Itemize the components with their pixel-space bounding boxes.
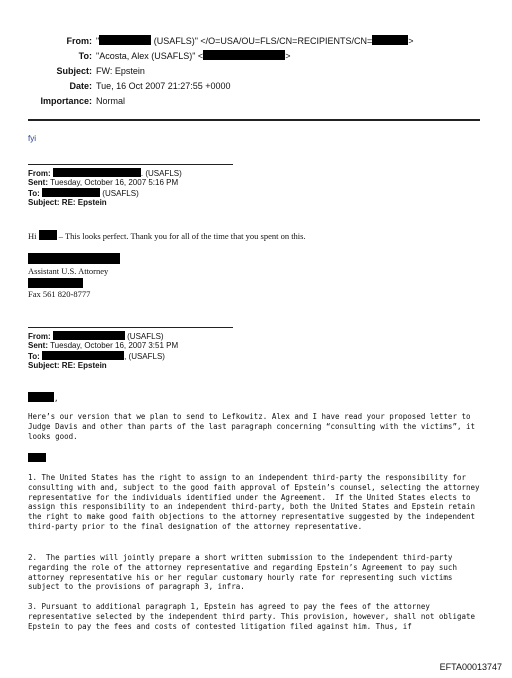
header-from-address: (USAFLS)" </O=USA/OU=FLS/CN=RECIPIENTS/CN= xyxy=(151,36,373,46)
header-divider xyxy=(28,119,480,121)
header-subject-row xyxy=(0,64,512,78)
msg1-signature-title: Assistant U.S. Attorney xyxy=(28,266,109,276)
header-subject: FW: Epstein xyxy=(96,66,145,76)
msg2-to-suffix: , (USAFLS) xyxy=(124,352,165,361)
msg2-to-label: To: xyxy=(28,352,40,361)
redaction-block xyxy=(53,168,141,177)
header-importance-row xyxy=(0,94,512,108)
redaction-block xyxy=(42,351,124,360)
header-importance: Normal xyxy=(96,96,126,106)
msg1-sent: Tuesday, October 16, 2007 5:16 PM xyxy=(50,178,179,187)
msg1-from-label: From: xyxy=(28,169,51,178)
msg2-subject-row xyxy=(28,361,488,371)
signature-phone-redaction xyxy=(28,278,83,288)
msg2-subject-label: Subject: xyxy=(28,361,60,370)
msg2-paragraph-1: 1. The United States has the right to assign to an independent third-party the responsibility for consulting with and, subject to the good faith approval of Epstein’s counsel, selecting the attorney representative for the individuals identified under the Agreement. If the United States elects to assign this responsibility to an independent third-party, both the United States and Epstein retain the right to make good faith objections to the attorney representative suggested by the independent third-party prior to the final designation of the attorney representative. xyxy=(28,473,485,531)
msg2-paragraph-2: 2. The parties will jointly prepare a short written submission to the independent third-party regarding the role of the attorney representative and regarding Epstein’s Agreement to pay such attorney representative his or her regular customary hourly rate for representing such victims subject to the provisions of paragraph 3, infra. xyxy=(28,553,462,592)
msg2-paragraph-3: 3. Pursuant to additional paragraph 1, Epstein has agreed to pay the fees of the attorney representative selected by the independent third party. This provision, however, shall not obligate Epstein to pay the fees and costs of contested litigation filed against him. Thus, if xyxy=(28,602,480,631)
bates-number: EFTA00013747 xyxy=(439,662,502,672)
msg1-to-suffix: (USAFLS) xyxy=(100,189,139,198)
header-from-prefix: " xyxy=(96,36,100,46)
header-date-row xyxy=(0,79,512,93)
msg1-greeting: Hi xyxy=(28,231,37,241)
msg1-subject-label: Subject: xyxy=(28,198,60,207)
redaction-block xyxy=(203,50,285,60)
redaction-block xyxy=(39,230,57,240)
msg1-subject: RE: Epstein xyxy=(61,198,107,207)
msg2-salutation xyxy=(28,392,488,404)
msg1-body-text: – This looks perfect. Thank you for all of the time that you spent on this. xyxy=(56,231,306,241)
msg1-divider xyxy=(28,164,233,165)
signoff-redaction xyxy=(28,453,46,462)
header-importance-label: Importance: xyxy=(40,96,92,106)
msg2-sent-label: Sent: xyxy=(28,341,48,350)
msg1-fax: Fax 561 820-8777 xyxy=(28,289,91,299)
redaction-block xyxy=(372,35,408,45)
msg1-from-suffix: . (USAFLS) xyxy=(140,169,182,178)
redaction-block xyxy=(42,188,100,197)
header-subject-label: Subject: xyxy=(56,66,92,76)
signature-name-redaction xyxy=(28,253,120,264)
header-to-row xyxy=(0,49,512,63)
msg2-divider xyxy=(28,327,233,328)
redaction-block xyxy=(28,392,54,402)
msg2-from-suffix: (USAFLS) xyxy=(124,332,164,341)
header-from-suffix: > xyxy=(408,36,414,46)
msg1-sent-label: Sent: xyxy=(28,178,48,187)
redaction-block xyxy=(53,331,125,340)
header-to-suffix: > xyxy=(285,51,291,61)
header-date: Tue, 16 Oct 2007 21:27:55 +0000 xyxy=(96,81,231,91)
fyi-text: fyi xyxy=(28,134,36,143)
msg2-sent: Tuesday, October 16, 2007 3:51 PM xyxy=(50,341,179,350)
header-date-label: Date: xyxy=(69,81,92,91)
header-to-label: To: xyxy=(78,51,92,61)
msg2-sent-row xyxy=(28,341,488,351)
msg2-subject: RE: Epstein xyxy=(61,361,107,370)
msg2-salutation-suffix: , xyxy=(54,394,59,403)
msg2-intro-paragraph: Here’s our version that we plan to send to Lefkowitz. Alex and I have read your proposed letter to Judge Davis and other than parts of the last paragraph concerning “consulting with the victims”, it looks good. xyxy=(28,412,480,441)
msg1-body xyxy=(28,230,306,242)
msg2-from-label: From: xyxy=(28,332,51,341)
msg1-to-label: To: xyxy=(28,189,40,198)
header-from-label: From: xyxy=(66,36,92,46)
header-from-row xyxy=(0,34,512,48)
msg1-subject-row xyxy=(28,198,488,208)
header-to-prefix: "Acosta, Alex (USAFLS)" < xyxy=(96,51,204,61)
msg1-sent-row xyxy=(28,178,488,188)
redaction-block xyxy=(99,35,151,45)
